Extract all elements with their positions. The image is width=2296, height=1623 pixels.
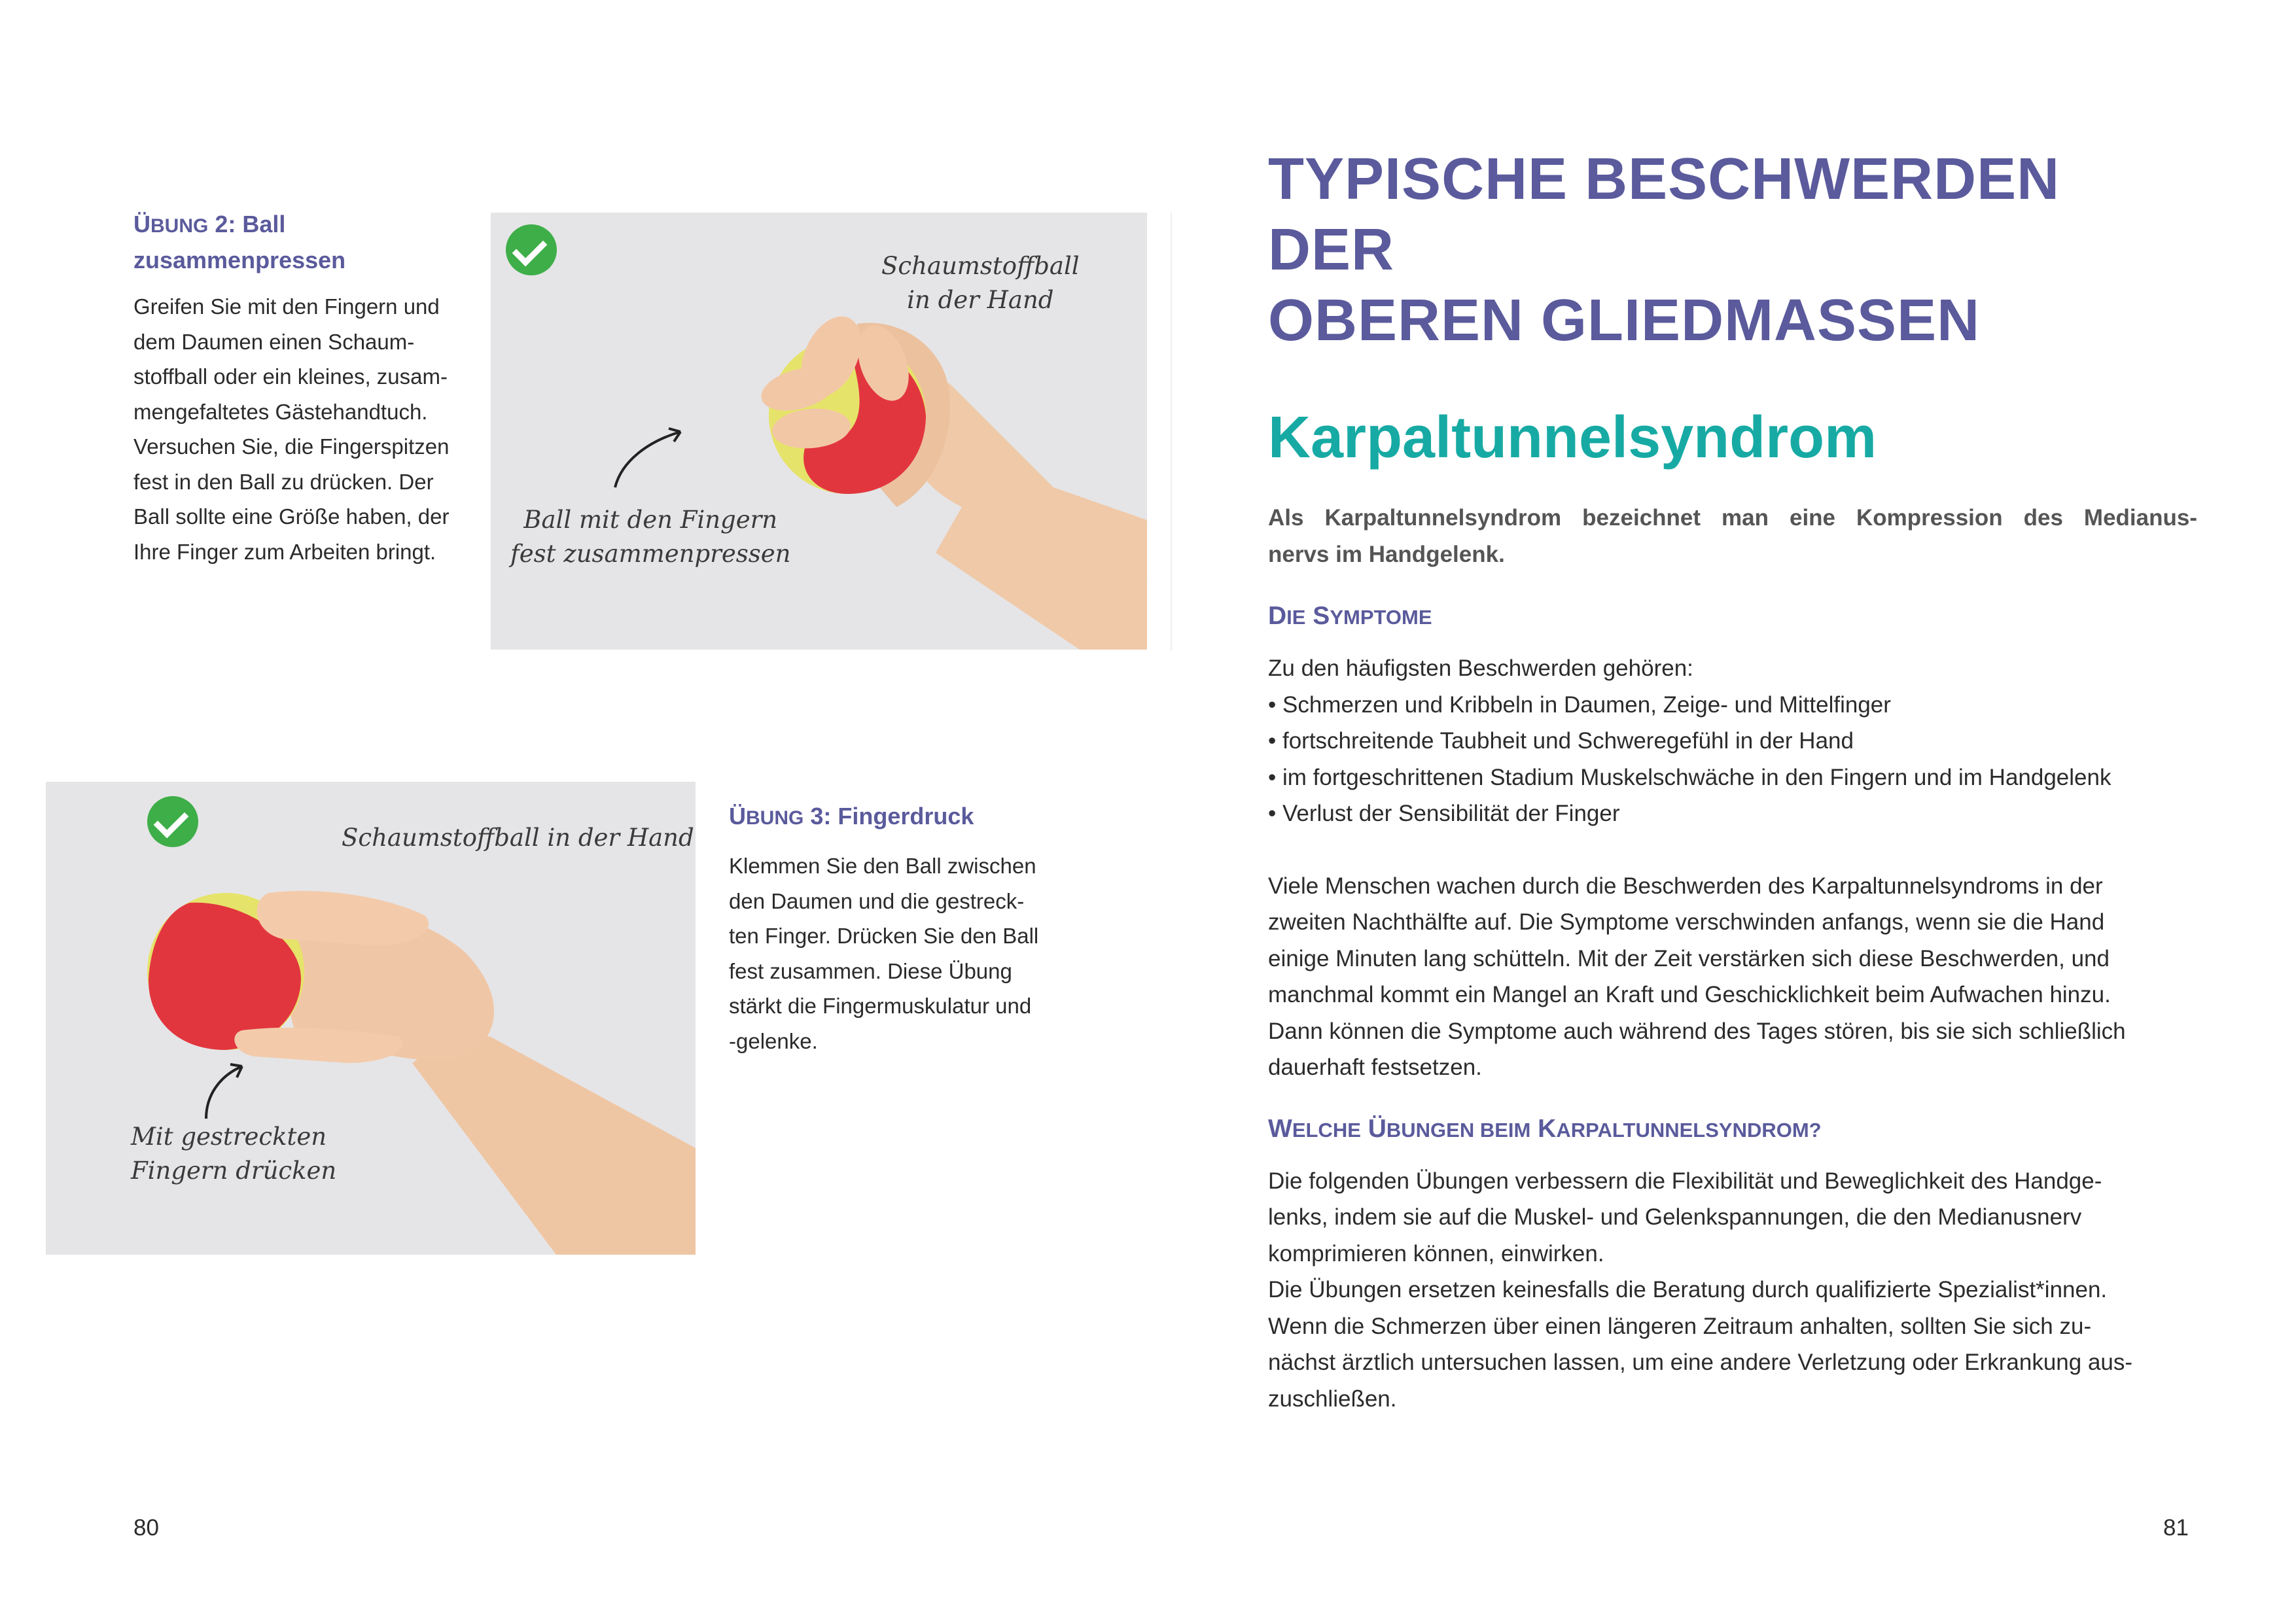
heading-part: Ü bbox=[1360, 1114, 1386, 1143]
body-line: fest in den Ball zu drücken. Der bbox=[133, 469, 434, 494]
intro-line: nervs im Handgelenk. bbox=[1268, 542, 1505, 567]
title-line2: zusammenpressen bbox=[133, 247, 346, 273]
body-line: Greifen Sie mit den Fingern und bbox=[133, 294, 440, 319]
list-item: • Schmerzen und Kribbeln in Daumen, Zeige- und Mittelfinger bbox=[1268, 691, 1891, 718]
heading-part: W bbox=[1268, 1114, 1292, 1143]
section-subtitle: Karpaltunnelsyndrom bbox=[1268, 405, 1877, 470]
body-line: Versuchen Sie, die Fingerspitzen bbox=[133, 434, 450, 459]
body-line: mengefaltetes Gästehandtuch. bbox=[133, 399, 428, 424]
right-page-content bbox=[1268, 144, 2197, 1417]
label-line: fest zusammenpressen bbox=[510, 540, 791, 568]
paragraph-line: Die Übungen ersetzen keinesfalls die Beratung durch qualifizierte Spezialist*innen. bbox=[1268, 1277, 2108, 1302]
paragraph-line: zweiten Nachthälfte auf. Die Symptome verschwinden anfangs, wenn sie die Hand bbox=[1268, 909, 2105, 935]
intro-line: Als Karpaltunnelsyndrom bezeichnet man eine Kompression des Medianus- bbox=[1268, 505, 2197, 531]
spine-divider bbox=[1171, 213, 1172, 651]
heading-part: YMPTOME bbox=[1330, 606, 1432, 629]
list-item: • im fortgeschrittenen Stadium Muskelschwäche in den Fingern und im Handgelenk bbox=[1268, 764, 2111, 790]
checkmark-icon bbox=[147, 796, 198, 847]
paragraph-line: lenks, indem sie auf die Muskel- und Gelenkspannungen, die den Medianusnerv bbox=[1268, 1204, 2082, 1230]
page-number-right: 81 bbox=[2163, 1515, 2189, 1541]
paragraph-line: komprimieren können, einwirken. bbox=[1268, 1240, 1604, 1266]
paragraph-line: dauerhaft festsetzen. bbox=[1268, 1055, 1482, 1080]
body-line: Ball sollte eine Größe haben, der bbox=[133, 504, 450, 529]
photo-label-top bbox=[881, 249, 1080, 317]
title-initial: Ü bbox=[729, 803, 746, 829]
exercise2-text-block bbox=[133, 207, 474, 569]
title-line: TYPISCHE BESCHWERDEN DER bbox=[1268, 147, 2060, 283]
arrow-icon bbox=[609, 422, 694, 494]
body-line: -gelenke. bbox=[729, 1028, 818, 1053]
body-line: stoffball oder ein kleines, zusam- bbox=[133, 364, 448, 389]
paragraph-line: manchmal kommt ein Mangel an Kraft und Geschicklichkeit beim Aufwachen hinzu. bbox=[1268, 982, 2111, 1007]
body-line: den Daumen und die gestreck- bbox=[729, 888, 1025, 913]
body-line: Ihre Finger zum Arbeiten bringt. bbox=[133, 539, 436, 564]
checkmark-icon bbox=[506, 224, 557, 275]
heading-part: ELCHE bbox=[1292, 1118, 1361, 1142]
paragraph-line: zuschließen. bbox=[1268, 1386, 1397, 1412]
page-number-left: 80 bbox=[133, 1515, 159, 1541]
label-line: Mit gestreckten bbox=[131, 1123, 327, 1151]
description-paragraph bbox=[1268, 868, 2197, 1086]
paragraph-line: Viele Menschen wachen durch die Beschwerden des Karpaltunnelsyndroms in der bbox=[1268, 873, 2103, 899]
exercise3-title bbox=[729, 799, 1095, 835]
exercise3-text-block bbox=[729, 799, 1095, 1058]
photo-label-bottom bbox=[510, 503, 790, 571]
intro-paragraph bbox=[1268, 500, 2197, 573]
exercise3-body bbox=[729, 848, 1095, 1058]
exercises-heading bbox=[1268, 1111, 2197, 1149]
exercise2-title bbox=[133, 207, 474, 277]
heading-part: BUNGEN BEIM bbox=[1386, 1118, 1531, 1142]
heading-part: D bbox=[1268, 602, 1287, 630]
list-item: • fortschreitende Taubheit und Schweregefühl in der Hand bbox=[1268, 728, 1854, 754]
symptoms-list bbox=[1268, 650, 2197, 832]
arrow-icon bbox=[196, 1056, 262, 1122]
symptoms-heading bbox=[1268, 598, 2197, 636]
exercise3-photo bbox=[46, 782, 696, 1255]
paragraph-line: Die folgenden Übungen verbessern die Flexibilität und Beweglichkeit des Handge- bbox=[1268, 1168, 2102, 1194]
title-smallcaps: BUNG bbox=[746, 807, 804, 829]
photo-label-bottom bbox=[131, 1120, 336, 1188]
body-line: fest zusammen. Diese Übung bbox=[729, 958, 1012, 983]
list-intro: Zu den häufigsten Beschwerden gehören: bbox=[1268, 655, 1693, 681]
exercises-paragraph bbox=[1268, 1163, 2197, 1418]
paragraph-line: einige Minuten lang schütteln. Mit der Zeit verstärken sich diese Beschwerden, und bbox=[1268, 945, 2110, 971]
paragraph-line: Dann können die Symptome auch während des Tages stören, bis sie sich schließlich bbox=[1268, 1018, 2126, 1044]
title-initial: Ü bbox=[133, 211, 150, 237]
title-rest: 2: Ball bbox=[208, 211, 286, 237]
title-smallcaps: BUNG bbox=[150, 215, 209, 237]
list-item: • Verlust der Sensibilität der Finger bbox=[1268, 801, 1620, 826]
paragraph-line: nächst ärztlich untersuchen lassen, um eine andere Verletzung oder Erkrankung aus- bbox=[1268, 1350, 2133, 1375]
photo-label-top bbox=[342, 821, 694, 855]
label-line: Schaumstoffball in der Hand bbox=[342, 824, 694, 852]
exercise2-photo bbox=[491, 213, 1147, 650]
body-line: ten Finger. Drücken Sie den Ball bbox=[729, 924, 1039, 948]
heading-part: K bbox=[1530, 1114, 1557, 1143]
body-line: Klemmen Sie den Ball zwischen bbox=[729, 854, 1036, 878]
label-line: Fingern drücken bbox=[131, 1157, 337, 1185]
exercise2-body bbox=[133, 289, 474, 569]
title-line: OBEREN GLIEDMASSEN bbox=[1268, 288, 1981, 353]
heading-part: ARPALTUNNELSYNDROM? bbox=[1556, 1118, 1822, 1142]
body-line: dem Daumen einen Schaum- bbox=[133, 329, 415, 354]
label-line: in der Hand bbox=[907, 286, 1054, 314]
body-line: stärkt die Fingermuskulatur und bbox=[729, 994, 1032, 1018]
title-rest: 3: Fingerdruck bbox=[804, 803, 974, 829]
heading-part: S bbox=[1305, 602, 1330, 630]
page-title bbox=[1268, 144, 2197, 356]
label-line: Ball mit den Fingern bbox=[523, 506, 778, 534]
label-line: Schaumstoffball bbox=[881, 252, 1080, 280]
paragraph-line: Wenn die Schmerzen über einen längeren Zeitraum anhalten, sollten Sie sich zu- bbox=[1268, 1313, 2092, 1339]
heading-part: IE bbox=[1286, 606, 1306, 629]
